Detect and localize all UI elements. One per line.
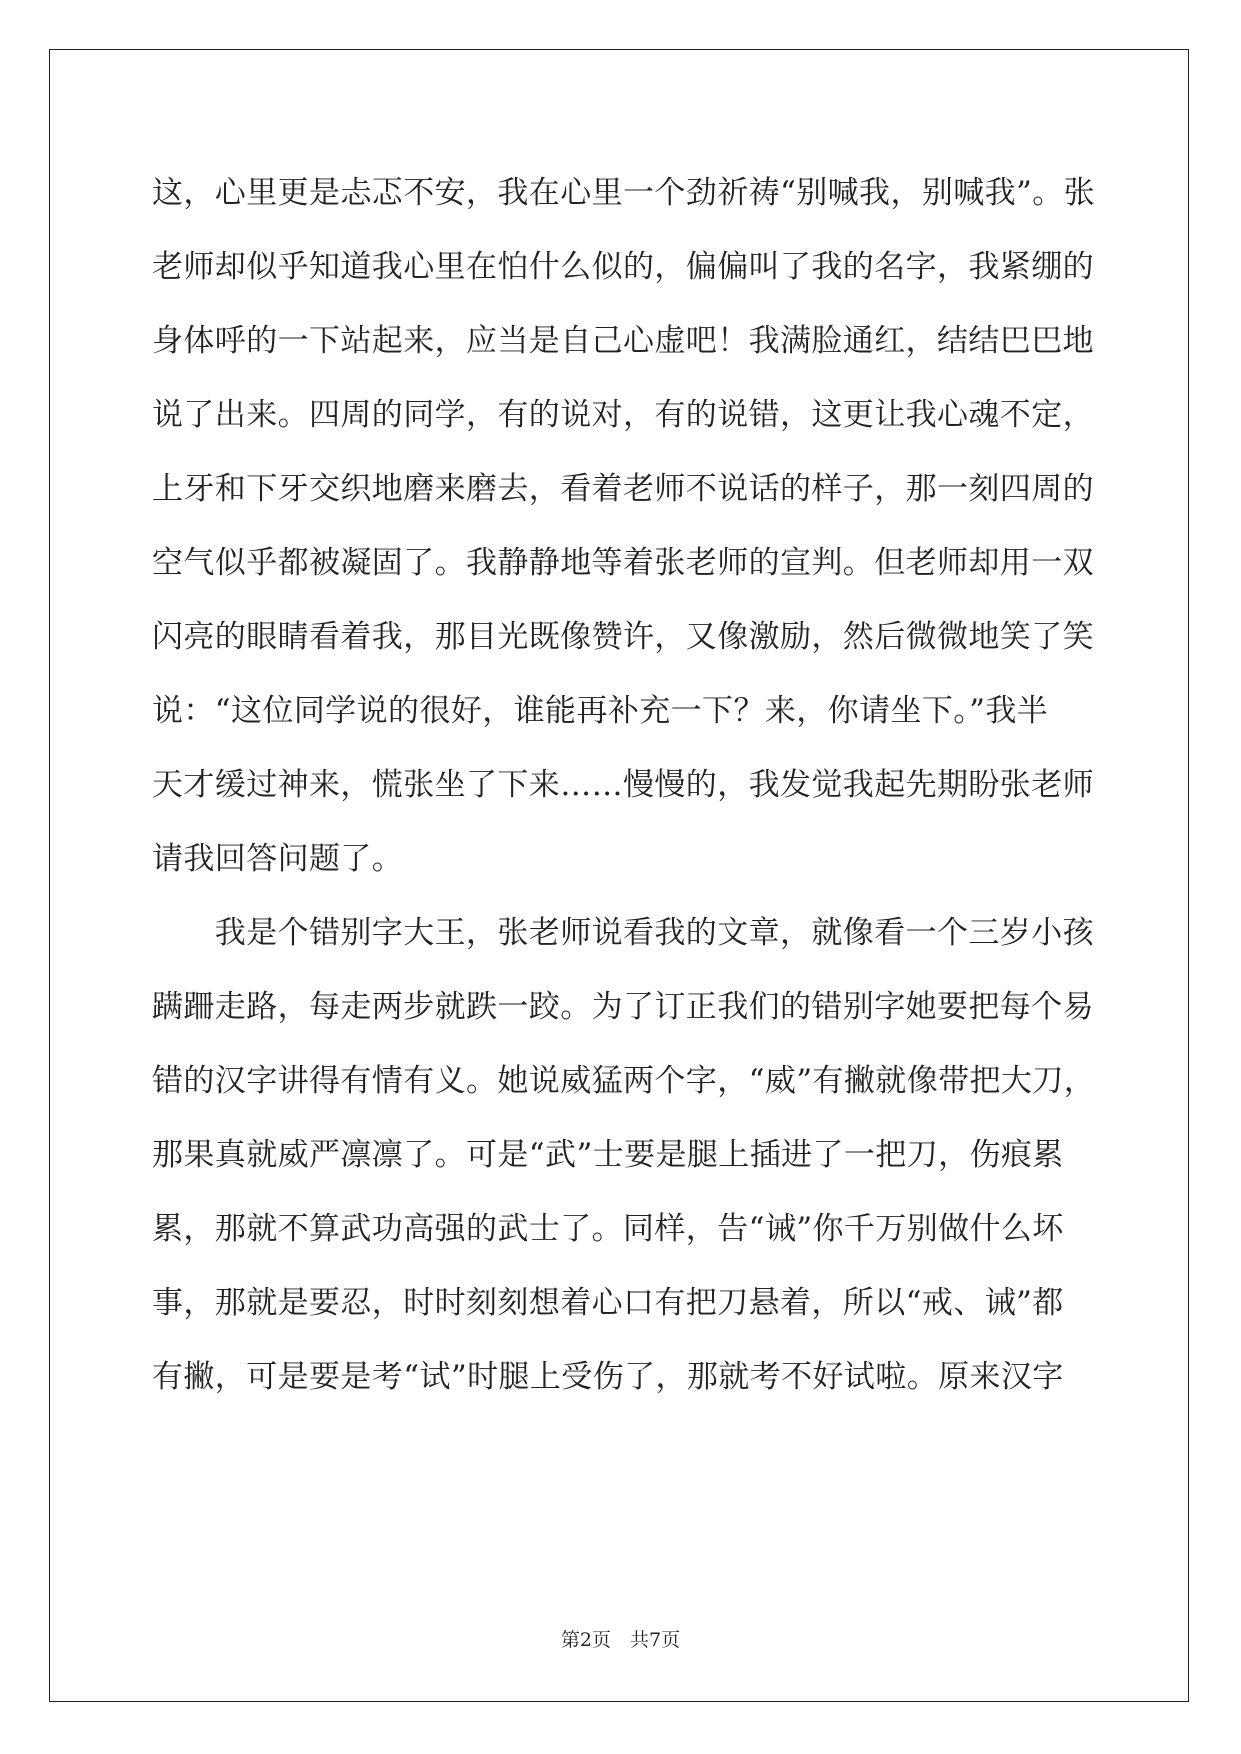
text-line: 那果真就威严凛凛了。可是“武”士要是腿上插进了一把刀，伤痕累 <box>152 1137 1064 1173</box>
text-line: 请我回答问题了。 <box>152 841 404 877</box>
text-line: 有撇，可是要是考“试”时腿上受伤了，那就考不好试啦。原来汉字 <box>152 1359 1064 1395</box>
text-line: 说了出来。四周的同学，有的说对，有的说错，这更让我心魂不定， <box>152 397 1094 433</box>
text-line: 天才缓过神来，慌张坐了下来……慢慢的，我发觉我起先期盼张老师 <box>152 767 1094 803</box>
text-line: 身体呼的一下站起来，应当是自己心虚吧！我满脸通红，结结巴巴地 <box>152 323 1094 359</box>
text-line: 累，那就不算武功高强的武士了。同样，告“诫”你千万别做什么坏 <box>152 1211 1064 1247</box>
text-line: 闪亮的眼睛看着我，那目光既像赞许，又像激励，然后微微地笑了笑 <box>152 619 1094 655</box>
text-line: 上牙和下牙交织地磨来磨去，看着老师不说话的样子，那一刻四周的 <box>152 471 1094 507</box>
text-line: 蹒跚走路，每走两步就跌一跤。为了订正我们的错别字她要把每个易 <box>152 989 1094 1025</box>
text-line: 空气似乎都被凝固了。我静静地等着张老师的宣判。但老师却用一双 <box>152 545 1094 581</box>
text-line: 老师却似乎知道我心里在怕什么似的，偏偏叫了我的名字，我紧绷的 <box>152 249 1094 285</box>
text-line: 错的汉字讲得有情有义。她说威猛两个字，“威”有撇就像带把大刀， <box>152 1063 1096 1099</box>
text-line: 事，那就是要忍，时时刻刻想着心口有把刀悬着，所以“戒、诫”都 <box>152 1285 1064 1321</box>
page-number-footer: 第2页 共7页 <box>560 1629 681 1651</box>
text-line: 这，心里更是忐忑不安，我在心里一个劲祈祷“别喊我，别喊我”。张 <box>152 175 1096 211</box>
text-line: 我是个错别字大王，张老师说看我的文章，就像看一个三岁小孩 <box>152 915 1094 951</box>
text-line: 说：“这位同学说的很好，谁能再补充一下？来，你请坐下。”我半 <box>152 693 1049 729</box>
